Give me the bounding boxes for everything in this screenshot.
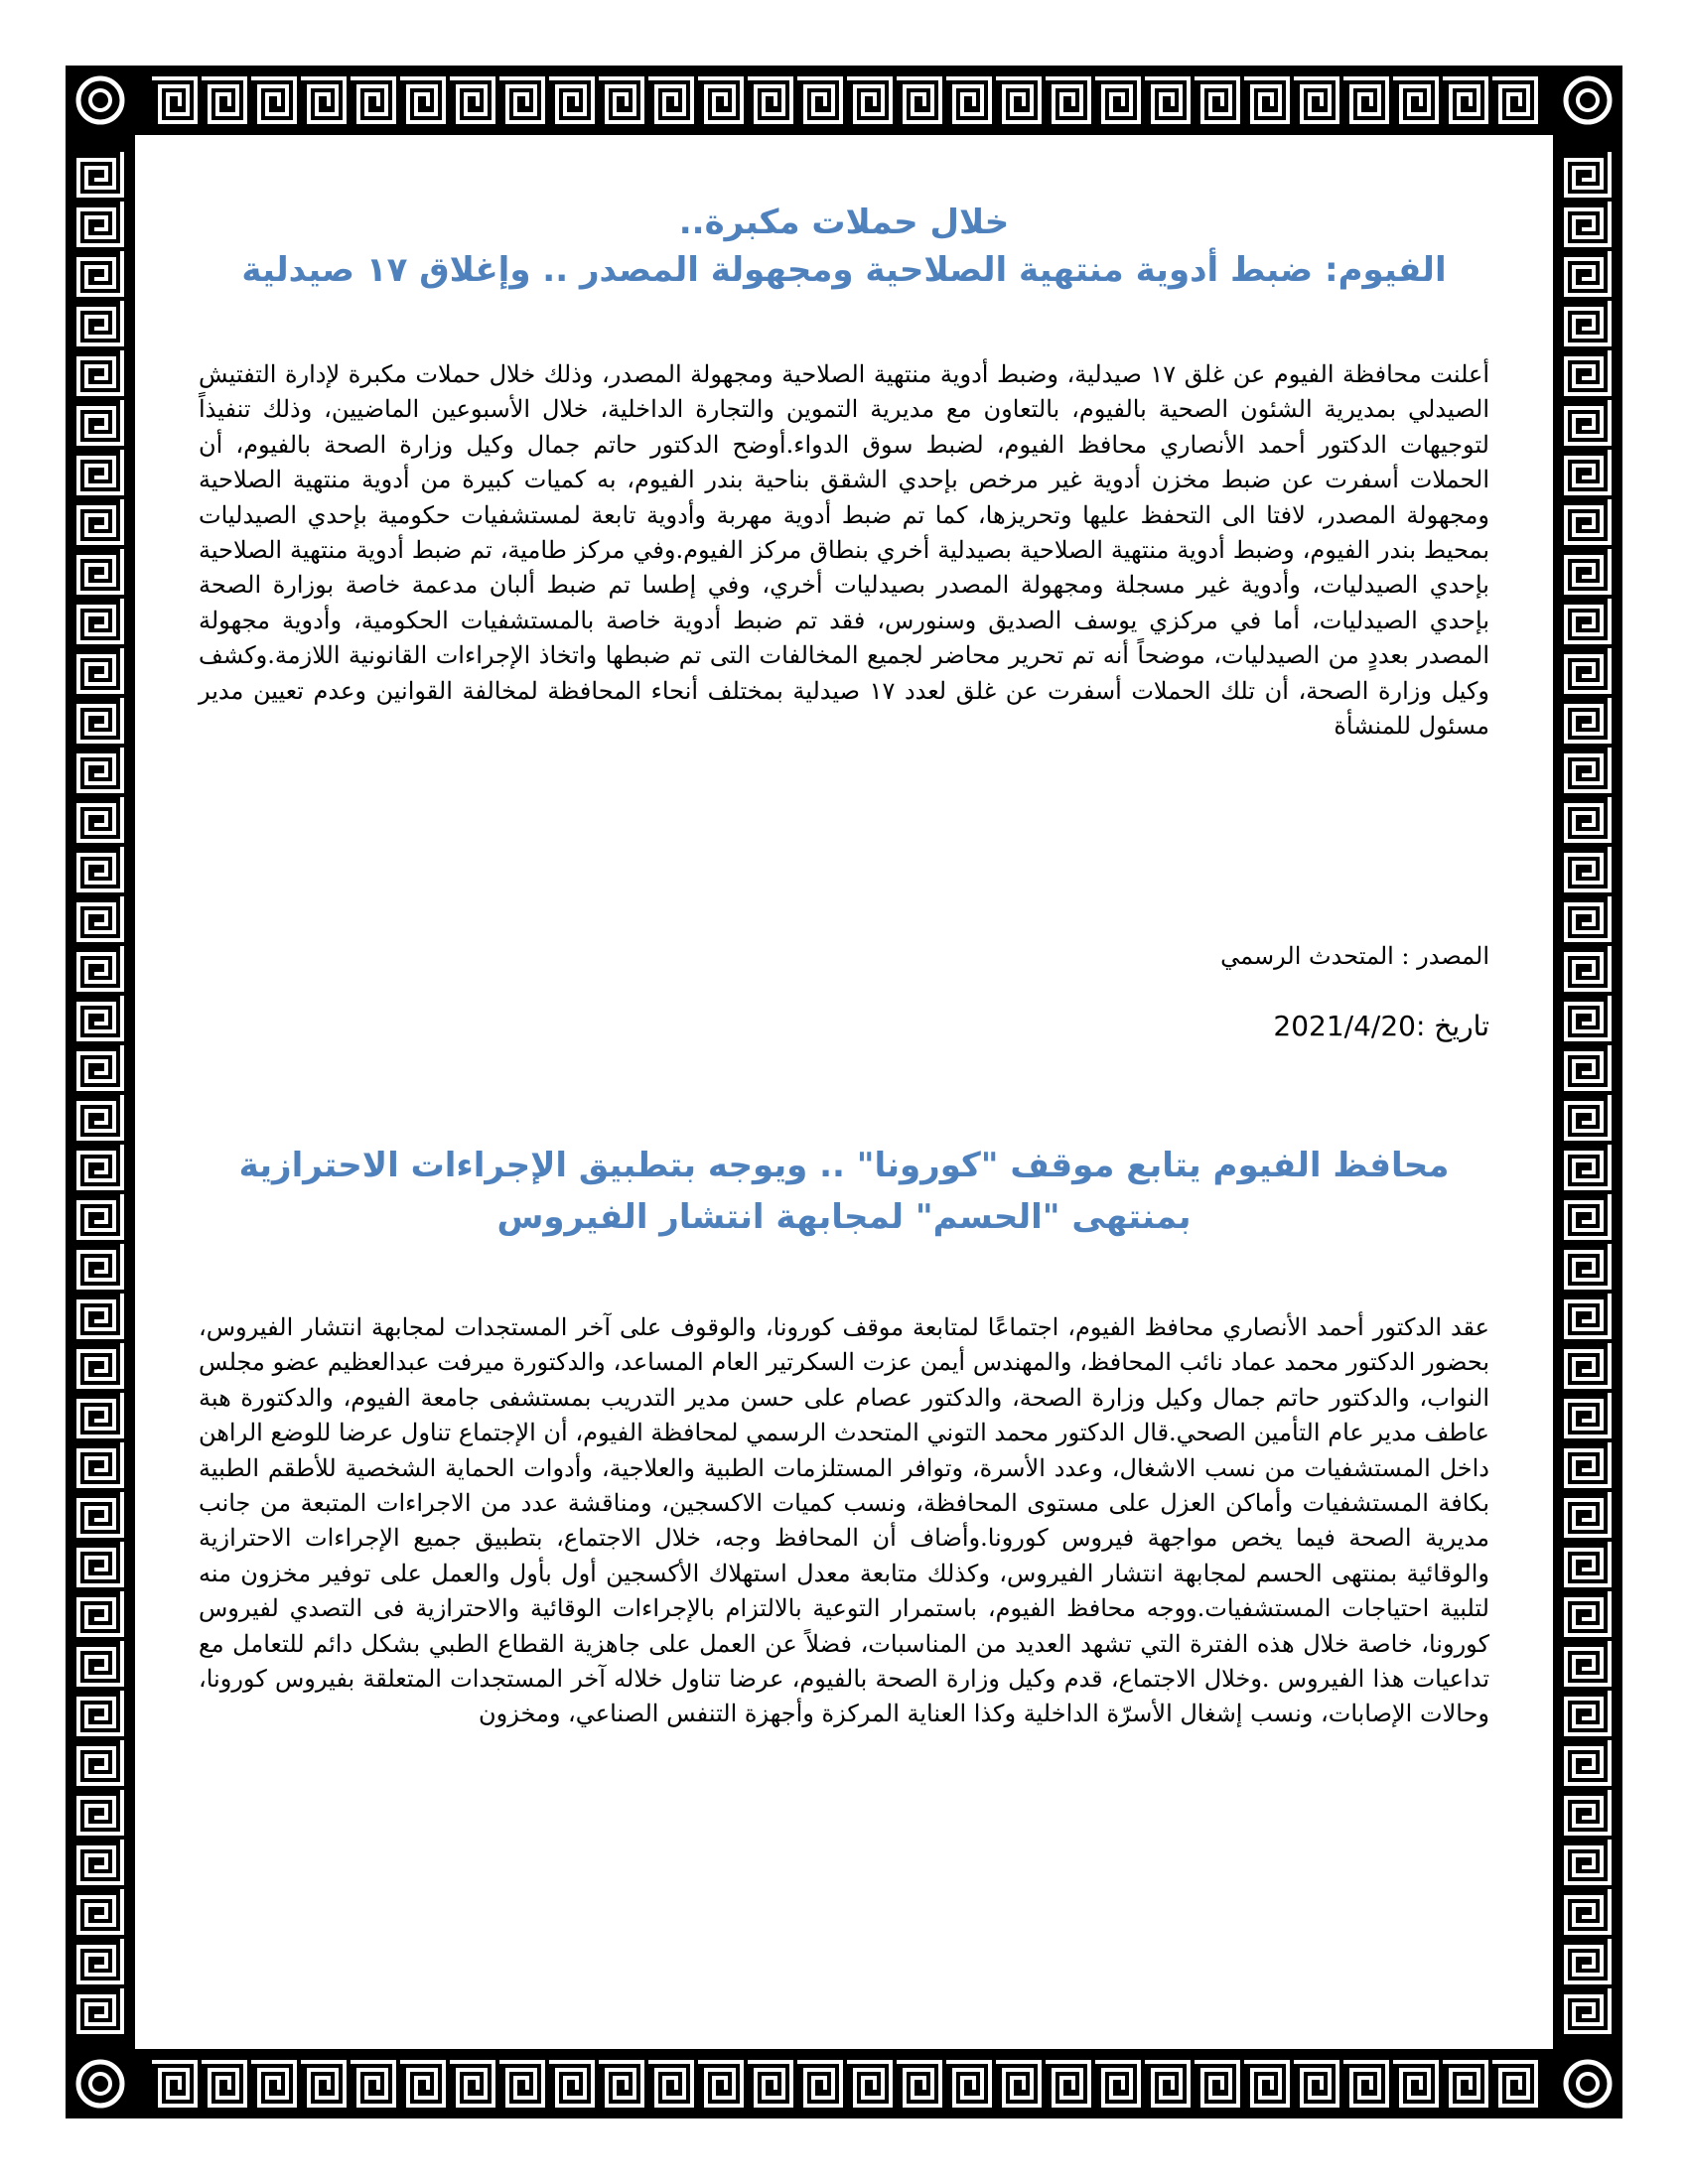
article-1-source: المصدر : المتحدث الرسمي (1220, 942, 1489, 970)
article-2-title-line2: بمنتهى "الحسم" لمجابهة انتشار الفيروس (496, 1197, 1192, 1237)
article-1-title-line2: الفيوم: ضبط أدوية منتهية الصلاحية ومجهولة المصدر .. وإغلاق ١٧ صيدلية (241, 250, 1447, 290)
article-1-title (199, 199, 1489, 294)
article-2-title (199, 1140, 1489, 1243)
article-2-body: عقد الدكتور أحمد الأنصاري محافظ الفيوم، اجتماعًا لمتابعة موقف كورونا، والوقوف على آخر المستجدات لمجابهة انتشار الفيروس، بحضور الدكتور محمد عماد نائب المحافظ، والمهندس أيمن عزت السكرتير العام المساعد، والدكتورة ميرفت عبدالعظيم عضو مجلس النواب، والدكتور حاتم جمال وكيل وزارة الصحة، والدكتور عصام على حسن مدير التدريب بمستشفى جامعة الفيوم، والدكتورة هبة عاطف مدير عام التأمين الصحي.قال الدكتور محمد التوني المتحدث الرسمي لمحافظة الفيوم، أن الإجتماع تناول عرضا للوضع الراهن داخل المستشفيات من نسب الاشغال، وعدد الأسرة، وتوافر المستلزمات الطبية والعلاجية، وأدوات الحماية الشخصية للأطقم الطبية بكافة المستشفيات وأماكن العزل على مستوى المحافظة، ونسب كميات الاكسجين، ومناقشة عدد من الاجراءات المتبعة من جانب مديرية الصحة فيما يخص مواجهة فيروس كورونا.وأضاف أن المحافظ وجه، خلال الاجتماع، بتطبيق جميع الإجراءات الاحترازية والوقائية بمنتهى الحسم لمجابهة انتشار الفيروس، وكذلك متابعة معدل استهلاك الأكسجين أول بأول والعمل على توفير مخزون منه لتلبية احتياجات المستشفيات.ووجه محافظ الفيوم، باستمرار التوعية بالالتزام بالإجراءات الوقائية والاحترازية فى التصدي لفيروس كورونا، خاصة خلال هذه الفترة التي تشهد العديد من المناسبات، فضلاً عن العمل على جاهزية القطاع الطبي بشكل دائم للتعامل مع تداعيات هذا الفيروس .وخلال الاجتماع، قدم وكيل وزارة الصحة بالفيوم، عرضا تناول خلاله آخر المستجدات المتعلقة بفيروس كورونا، وحالات الإصابات، ونسب إشغال الأسرّة الداخلية وكذا العناية المركزة وأجهزة التنفس الصناعي، ومخزون (199, 1313, 1489, 1728)
article-2-title-line1: محافظ الفيوم يتابع موقف "كورونا" .. ويوجه بتطبيق الإجراءات الاحترازية (238, 1146, 1450, 1185)
article-1-title-line1: خلال حملات مكبرة.. (678, 203, 1010, 242)
article-1-body: أعلنت محافظة الفيوم عن غلق ١٧ صيدلية، وضبط أدوية منتهية الصلاحية ومجهولة المصدر، وذلك خلال حملات مكبرة لإدارة التفتيش الصيدلي بمديرية الشئون الصحية بالفيوم، بالتعاون مع مديرية التموين والتجارة الداخلية، خلال الأسبوعين الماضيين، وذلك تنفيذاً لتوجيهات الدكتور أحمد الأنصاري محافظ الفيوم، لضبط سوق الدواء.أوضح الدكتور حاتم جمال وكيل وزارة الصحة بالفيوم، أن الحملات أسفرت عن ضبط مخزن أدوية غير مرخص بإحدي الشقق بناحية بندر الفيوم، به كميات كبيرة من أدوية منتهية الصلاحية ومجهولة المصدر، لافتا الى التحفظ عليها وتحريزها، كما تم ضبط أدوية مهربة وأدوية تابعة لمستشفيات حكومية بإحدي الصيدليات بمحيط بندر الفيوم، وضبط أدوية منتهية الصلاحية بصيدلية أخري بنطاق مركز الفيوم.وفي مركز طامية، تم ضبط أدوية منتهية الصلاحية بإحدي الصيدليات، وأدوية غير مسجلة ومجهولة المصدر بصيدليات أخري، وفي إطسا تم ضبط ألبان مدعمة خاصة بوزارة الصحة بإحدي الصيدليات، أما في مركزي يوسف الصديق وسنورس، فقد تم ضبط أدوية خاصة بالمستشفيات الحكومية، وأدوية مجهولة المصدر بعددٍ من الصيدليات، موضحاً أنه تم تحرير محاضر لجميع المخالفات التى تم ضبطها واتخاذ الإجراءات القانونية اللازمة.وكشف وكيل وزارة الصحة، أن تلك الحملات أسفرت عن غلق لعدد ١٧ صيدلية بمختلف أنحاء المحافظة لمخالفة القوانين وعدم تعيين مدير مسئول للمنشأة (199, 360, 1490, 741)
article-1-date: تاريخ :2021/4/20 (1273, 1010, 1489, 1042)
